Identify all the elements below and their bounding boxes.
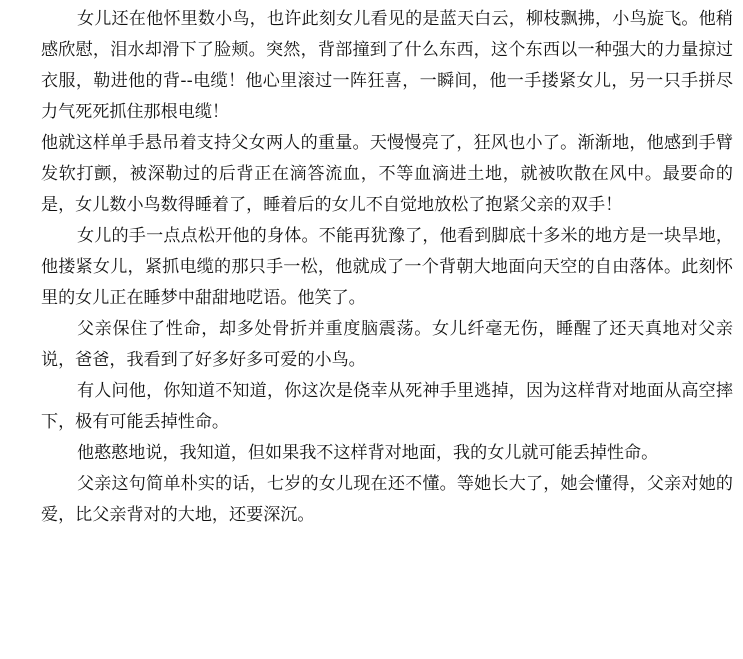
paragraph-6: 他憨憨地说，我知道，但如果我不这样背对地面，我的女儿就可能丢掉性命。	[77, 443, 659, 463]
paragraph-5: 有人问他，你知道不知道，你这次是侥幸从死神手里逃掉，因为这样背对地面从高空摔下，极有可能丢掉性命。	[41, 381, 733, 432]
paragraph-3: 女儿的手一点点松开他的身体。不能再犹豫了，他看到脚底十多米的地方是一块旱地，他搂紧女儿，紧抓电缆的那只手一松，他就成了一个背朝大地面向天空的自由落体。此刻怀里的女儿正在睡梦中甜甜地呓语。他笑了。	[41, 226, 733, 308]
paragraph-1: 女儿还在他怀里数小鸟，也许此刻女儿看见的是蓝天白云，柳枝飘拂，小鸟旋飞。他稍感欣慰，泪水却滑下了脸颊。突然，背部撞到了什么东西，这个东西以一种强大的力量掠过衣服，勒进他的背--电缆！他心里滚过一阵狂喜，一瞬间，他一手搂紧女儿，另一只手拼尽力气死死抓住那根电缆！	[41, 9, 733, 122]
paragraph-4: 父亲保住了性命，却多处骨折并重度脑震荡。女儿纤毫无伤，睡醒了还天真地对父亲说，爸爸，我看到了好多好多可爱的小鸟。	[41, 319, 733, 370]
paragraph-2: 他就这样单手悬吊着支持父女两人的重量。天慢慢亮了，狂风也小了。渐渐地，他感到手臂发软打颤，被深勒过的后背正在滴答流血，不等血滴进土地，就被吹散在风中。最要命的是，女儿数小鸟数得睡着了，睡着后的女儿不自觉地放松了抱紧父亲的双手！	[41, 133, 733, 215]
paragraph-7: 父亲这句简单朴实的话，七岁的女儿现在还不懂。等她长大了，她会懂得，父亲对她的爱，比父亲背对的大地，还要深沉。	[41, 474, 733, 525]
